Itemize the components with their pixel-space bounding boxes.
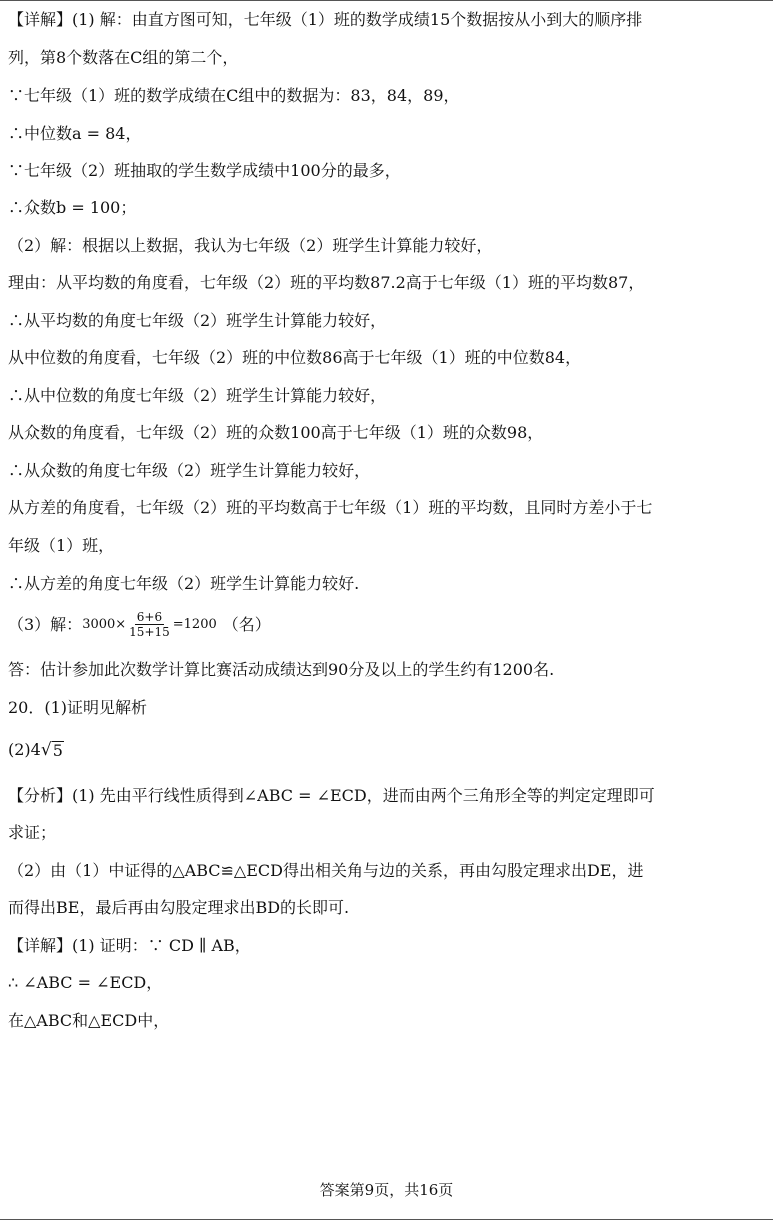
radicand: 5 (52, 741, 63, 760)
text-line: 答：估计参加此次数学计算比赛活动成绩达到90分及以上的学生约有1200名. (8, 660, 555, 679)
text-line: 【详解】(1) 证明：∵ CD ∥ AB， (8, 936, 251, 955)
text-line: ∴众数b = 100； (8, 198, 137, 217)
part3-result: =1200 (172, 616, 217, 632)
text-line: 理由：从平均数的角度看，七年级（2）班的平均数87.2高于七年级（1）班的平均数87， (8, 273, 645, 292)
square-root (41, 740, 64, 760)
text-line: ∴从平均数的角度七年级（2）班学生计算能力较好， (8, 311, 387, 330)
text-line: （2）由（1）中证得的△ABC≌△ECD得出相关角与边的关系，再由勾股定理求出DE，进 (8, 861, 644, 880)
page-footer: 答案第9页，共16页 (319, 1181, 454, 1199)
text-line: ∴中位数a = 84， (8, 124, 142, 143)
text-line: 年级（1）班， (8, 536, 115, 555)
text-line: ∴从方差的角度七年级（2）班学生计算能力较好. (8, 574, 360, 593)
top-border (0, 0, 773, 1)
radical-sign: √ (40, 740, 52, 760)
part3-unit: （名） (222, 614, 271, 634)
text-line: ∴从众数的角度七年级（2）班学生计算能力较好， (8, 461, 371, 480)
text-line: 【详解】(1) 解：由直方图可知，七年级（1）班的数学成绩15个数据按从小到大的顺序排 (8, 10, 643, 29)
question-20-heading: 20．(1)证明见解析 (8, 698, 148, 717)
text-line: 从中位数的角度看，七年级（2）班的中位数86高于七年级（1）班的中位数84， (8, 348, 582, 367)
text-line: ∴从中位数的角度七年级（2）班学生计算能力较好， (8, 386, 387, 405)
q20-part2-coef: 4 (30, 740, 41, 759)
bottom-border (0, 1219, 773, 1220)
q20-part2-answer (8, 740, 64, 760)
q20-part2-prefix: (2) (8, 740, 31, 759)
text-line: 从方差的角度看，七年级（2）班的平均数高于七年级（1）班的平均数，且同时方差小于七 (8, 498, 653, 517)
text-line: ∴ ∠ABC = ∠ECD， (8, 973, 163, 992)
text-line: 从众数的角度看，七年级（2）班的众数100高于七年级（1）班的众数98， (8, 423, 544, 442)
fraction-numerator: 6+6 (136, 610, 163, 624)
text-line: ∵七年级（2）班抽取的学生数学成绩中100分的最多， (8, 161, 401, 180)
text-line: （2）解：根据以上数据，我认为七年级（2）班学生计算能力较好， (8, 236, 493, 255)
fraction-equation (8, 610, 271, 639)
fraction (127, 610, 172, 639)
part3-factor: 3000× (82, 616, 127, 632)
text-line: 求证； (8, 823, 57, 842)
part3-prefix: （3）解： (8, 614, 83, 634)
text-line: 列，第8个数落在C组的第二个， (8, 48, 239, 67)
text-line: ∵七年级（1）班的数学成绩在C组中的数据为：83，84，89， (8, 86, 460, 105)
text-line: 在△ABC和△ECD中， (8, 1011, 170, 1030)
fraction-denominator: 15+15 (129, 625, 170, 639)
text-line: 【分析】(1) 先由平行线性质得到∠ABC = ∠ECD，进而由两个三角形全等的判定定理即可 (8, 786, 655, 805)
text-line: 而得出BE，最后再由勾股定理求出BD的长即可. (8, 898, 350, 917)
